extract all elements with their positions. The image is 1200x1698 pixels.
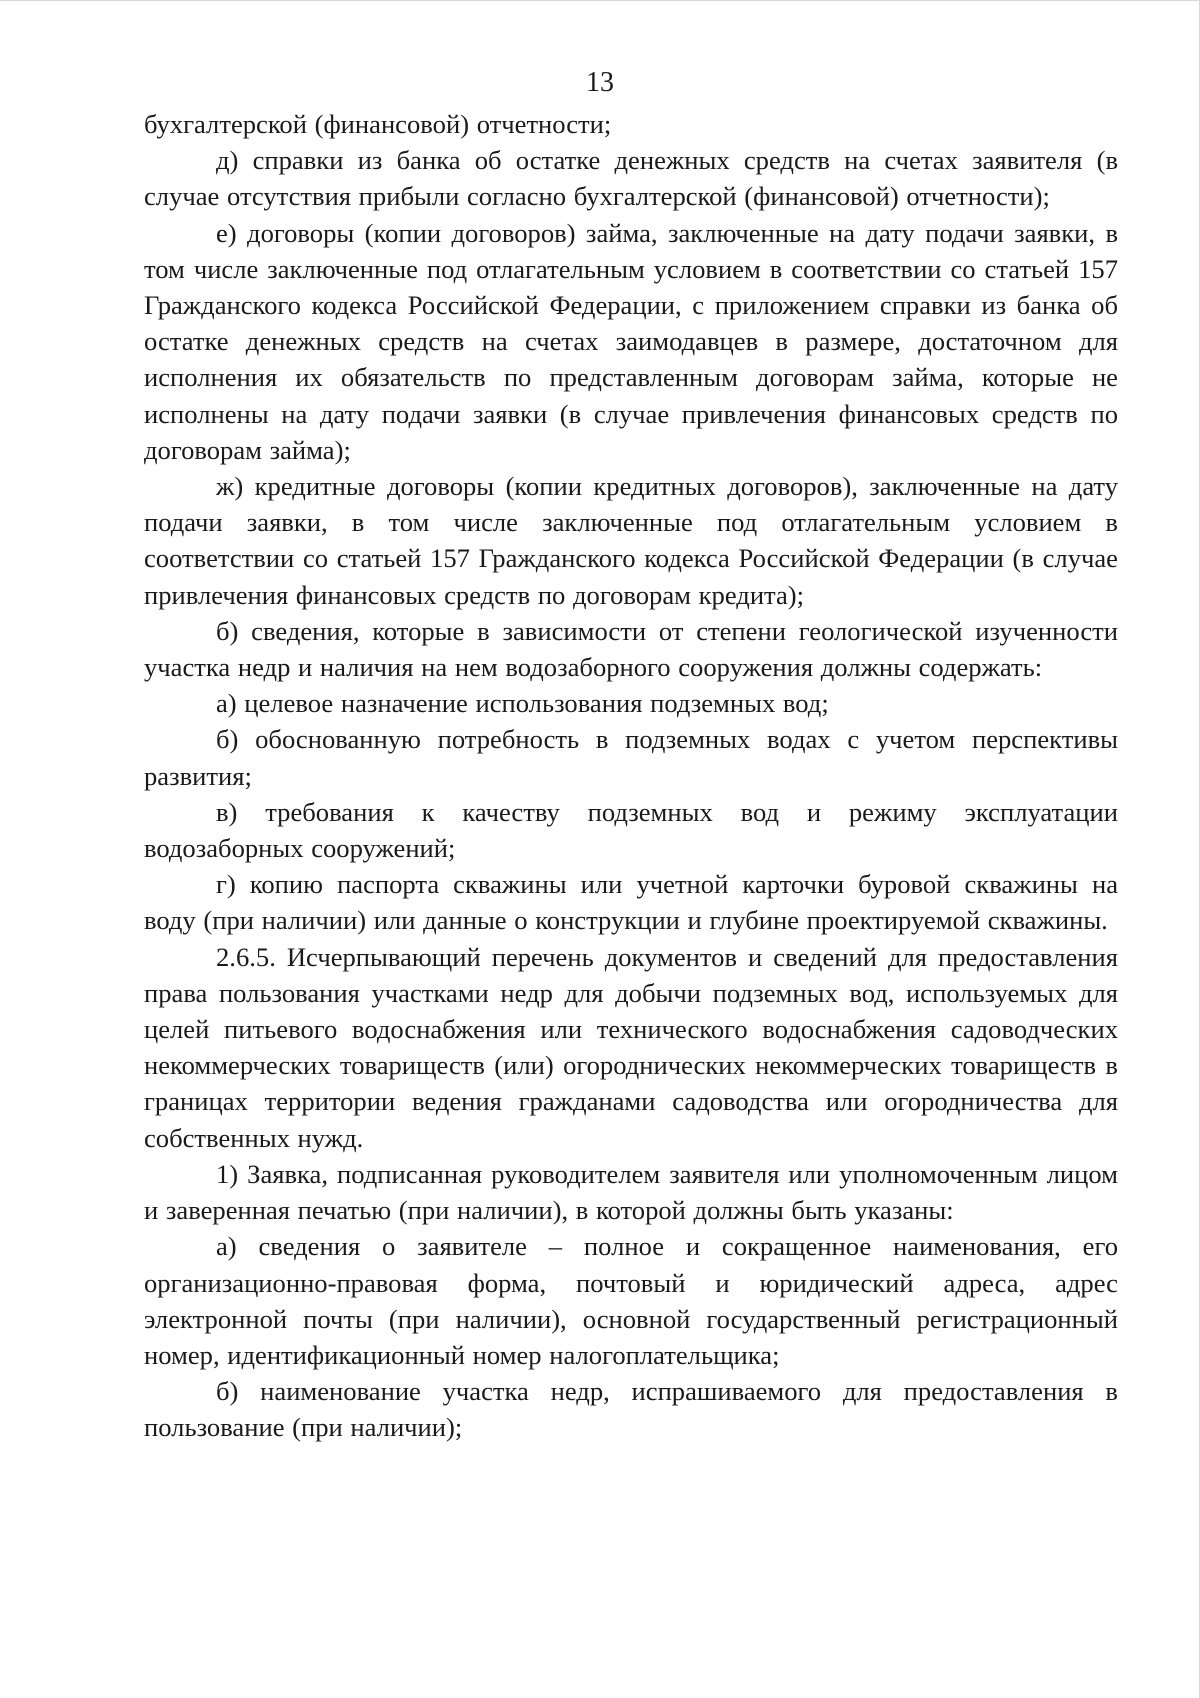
paragraph: в) требования к качеству подземных вод и режиму эксплуатации водозаборных сооружений;	[144, 796, 1118, 864]
scan-edge-top	[0, 0, 1200, 1]
paragraph: 1) Заявка, подписанная руководителем заявителя или уполномоченным лицом и заверенная печатью (при наличии), в которой должны быть указаны:	[144, 1158, 1118, 1226]
paragraph: а) сведения о заявителе – полное и сокращенное наименования, его организационно-правовая форма, почтовый и юридический адреса, адрес электронной почты (при наличии), основной государственный регистрационный номер, идентификационный номер налогоплательщика;	[144, 1231, 1118, 1370]
paragraph: ж) кредитные договоры (копии кредитных договоров), заключенные на дату подачи заявки, в том числе заключенные под отлагательным условием в соответствии со статьей 157 Гражданского кодекса Российской Федерации (в случае привлечения финансовых средств по договорам кредита);	[144, 471, 1118, 610]
paragraph: б) обоснованную потребность в подземных водах с учетом перспективы развития;	[144, 724, 1118, 791]
paragraph: е) договоры (копии договоров) займа, заключенные на дату подачи заявки, в том числе заключенные под отлагательным условием в соответствии со статьей 157 Гражданского кодекса Российской Федерации, с приложением справки из банка об остатке денежных средств на счетах заимодавцев в размере, достаточном для исполнения их обязательств по представленным договорам займа, которые не исполнены на дату подачи заявки (в случае привлечения финансовых средств по договорам займа);	[144, 217, 1118, 465]
paragraph: д) справки из банка об остатке денежных средств на счетах заявителя (в случае отсутствия прибыли согласно бухгалтерской (финансовой) отчетности);	[144, 145, 1118, 212]
paragraph: 2.6.5. Исчерпывающий перечень документов и сведений для предоставления права пользования участками недр для добычи подземных вод, используемых для целей питьевого водоснабжения или технического водоснабжения садоводческих некоммерческих товариществ (или) огороднических некоммерческих товариществ в границах территории ведения гражданами садоводства или огородничества для собственных нужд.	[144, 941, 1118, 1153]
paragraph: а) целевое назначение использования подземных вод;	[216, 688, 829, 719]
document-body	[144, 106, 1118, 1446]
paragraph: б) наименование участка недр, испрашиваемого для предоставления в пользование (при наличии);	[144, 1376, 1118, 1443]
paragraph: б) сведения, которые в зависимости от степени геологической изученности участка недр и наличия на нем водозаборного сооружения должны содержать:	[144, 615, 1118, 683]
paragraph: г) копию паспорта скважины или учетной карточки буровой скважины на воду (при наличии) или данные о конструкции и глубине проектируемой скважины.	[144, 869, 1118, 936]
page-number: 13	[586, 67, 614, 98]
paragraph: бухгалтерской (финансовой) отчетности;	[144, 109, 612, 139]
